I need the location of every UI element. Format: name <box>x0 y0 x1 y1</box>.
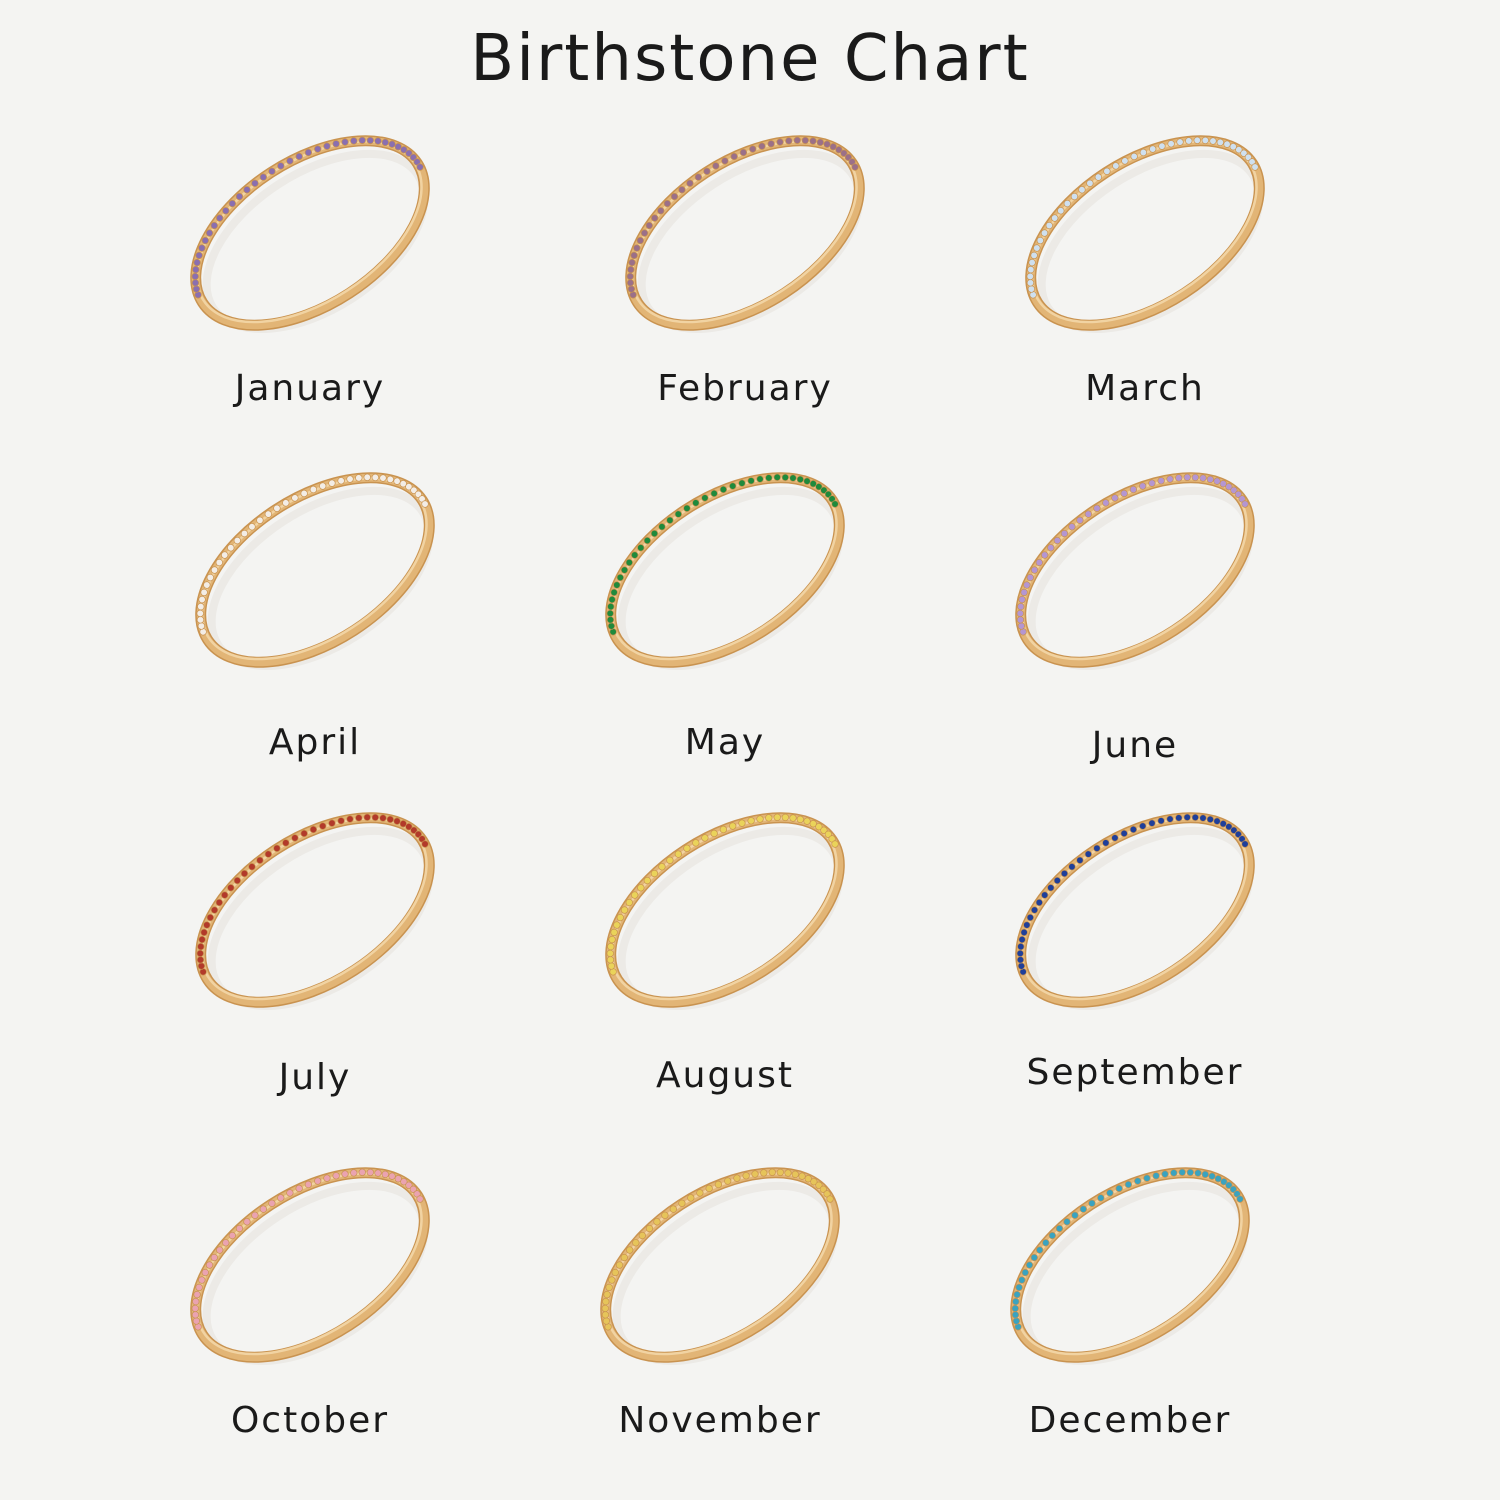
ring-card-april <box>105 455 525 775</box>
ring-image <box>570 1150 870 1380</box>
ring-image <box>160 118 460 348</box>
ring-card-september <box>925 795 1345 1115</box>
ring-card-may <box>515 455 935 775</box>
month-label: July <box>278 1057 352 1098</box>
month-label: November <box>618 1400 822 1441</box>
ring-card-november <box>510 1150 930 1470</box>
page-title: Birthstone Chart <box>470 22 1030 96</box>
month-label: February <box>657 368 833 409</box>
month-label: December <box>1028 1400 1232 1441</box>
ring-image <box>980 1150 1280 1380</box>
month-label: September <box>1026 1052 1244 1093</box>
ring-image <box>985 455 1285 685</box>
ring-image <box>595 118 895 348</box>
month-label: January <box>234 368 386 409</box>
ring-card-december <box>920 1150 1340 1470</box>
month-label: May <box>684 722 766 763</box>
ring-card-august <box>515 795 935 1115</box>
ring-image <box>165 455 465 685</box>
ring-card-february <box>535 118 955 438</box>
ring-card-july <box>105 795 525 1115</box>
ring-image <box>575 455 875 685</box>
ring-card-october <box>100 1150 520 1470</box>
ring-image <box>160 1150 460 1380</box>
ring-card-march <box>935 118 1355 438</box>
month-label: March <box>1085 368 1205 409</box>
month-label: October <box>230 1400 390 1441</box>
ring-image <box>165 795 465 1025</box>
ring-image <box>575 795 875 1025</box>
ring-image <box>995 118 1295 348</box>
ring-card-june <box>925 455 1345 775</box>
ring-image <box>985 795 1285 1025</box>
month-label: June <box>1091 725 1179 766</box>
month-label: April <box>268 722 362 763</box>
ring-card-january <box>100 118 520 438</box>
month-label: August <box>656 1055 794 1096</box>
